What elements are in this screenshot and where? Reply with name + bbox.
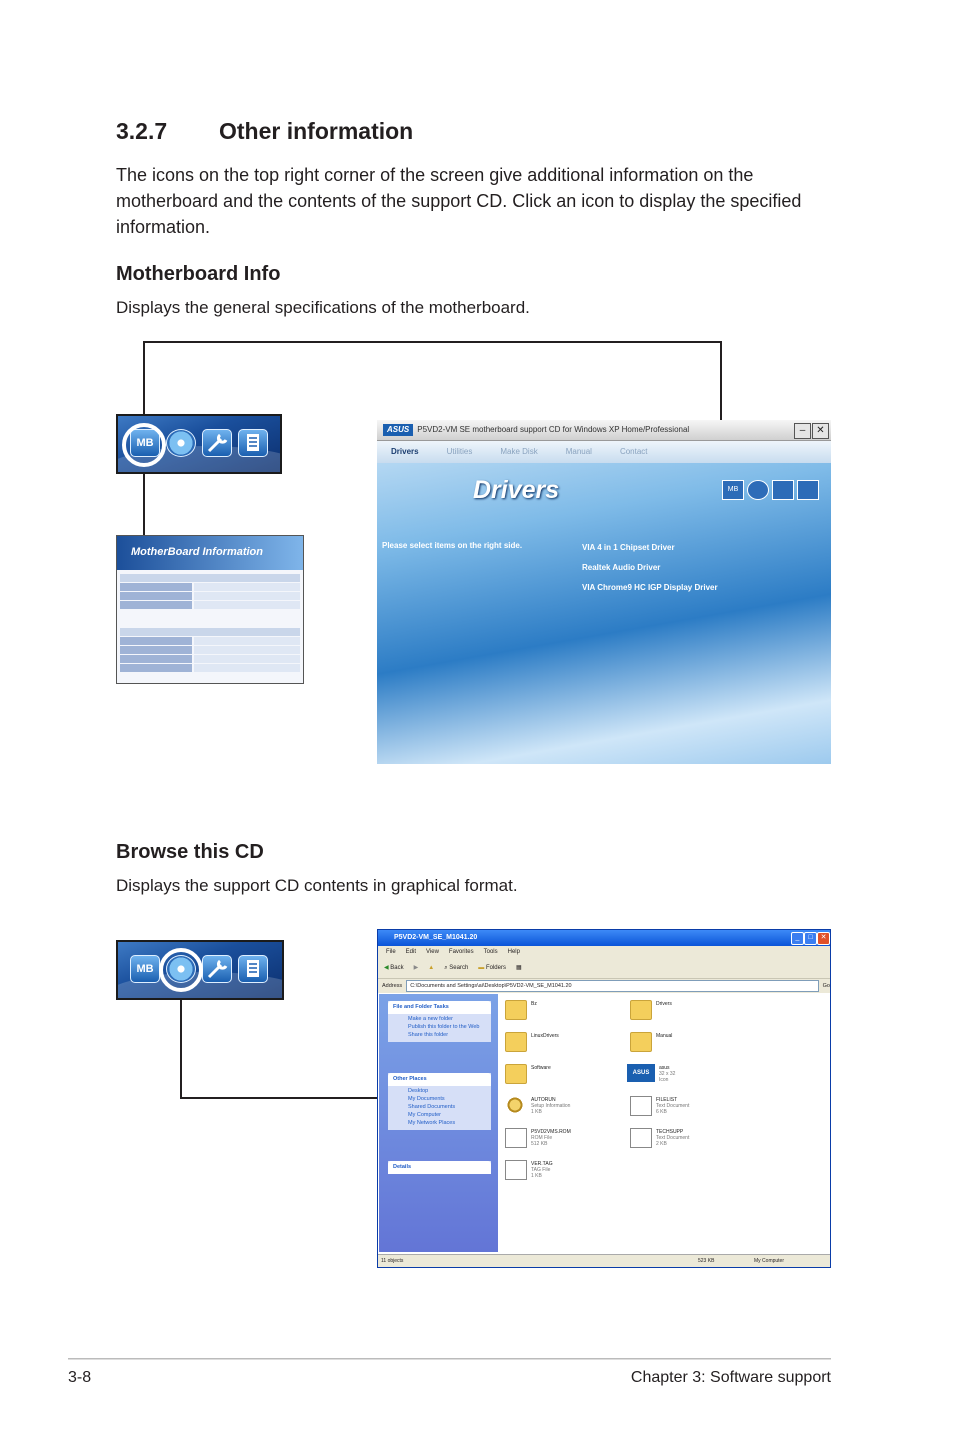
minimize-button[interactable]: _ xyxy=(791,932,804,945)
window-titlebar xyxy=(377,420,831,441)
callout-line xyxy=(180,1000,182,1099)
explorer-window xyxy=(377,929,831,1268)
place-item[interactable]: Desktop xyxy=(408,1088,429,1094)
file-item[interactable]: ASUS asus 32 x 32 Icon xyxy=(627,1062,767,1090)
address-label: Address xyxy=(382,983,403,989)
place-item[interactable]: Shared Documents xyxy=(408,1104,456,1110)
search-button[interactable]: ⌕ Search xyxy=(444,965,469,971)
tab-manual[interactable]: Manual xyxy=(565,447,592,456)
views-icon[interactable]: ▦ xyxy=(515,965,522,971)
place-item[interactable]: My Computer xyxy=(408,1112,442,1118)
menu-view[interactable]: View xyxy=(426,949,439,955)
status-count: 11 objects xyxy=(381,1258,404,1264)
up-folder-icon[interactable]: ▲ xyxy=(428,965,435,971)
minimize-button[interactable]: – xyxy=(794,423,811,439)
file-item[interactable]: Manual xyxy=(630,1030,770,1058)
file-item[interactable]: TECHSUPP Text Document 2 KB xyxy=(630,1126,770,1154)
callout-line xyxy=(143,341,145,417)
panel-row xyxy=(120,655,300,663)
callout-line xyxy=(143,474,145,536)
motherboard-info-icon[interactable]: MB xyxy=(130,955,160,983)
drivers-heading: Drivers xyxy=(473,476,560,504)
footer-rule xyxy=(68,1358,831,1359)
drivers-window xyxy=(377,420,831,764)
menu-edit[interactable]: Edit xyxy=(405,949,417,955)
details-header[interactable]: Details xyxy=(388,1161,491,1174)
tasks-header[interactable]: File and Folder Tasks xyxy=(388,1001,491,1014)
folder-icon xyxy=(505,1064,527,1084)
back-icon: ◀ xyxy=(384,965,389,971)
motherboard-info-panel xyxy=(116,535,304,684)
tool-icon[interactable] xyxy=(202,429,232,457)
status-location: My Computer xyxy=(754,1258,785,1264)
browse-cd-heading: Browse this CD xyxy=(116,841,264,863)
task-item[interactable]: Publish this folder to the Web xyxy=(408,1024,480,1030)
tab-contact[interactable]: Contact xyxy=(619,447,648,456)
browse-cd-icon[interactable] xyxy=(166,429,196,457)
file-list-icon[interactable] xyxy=(797,480,819,500)
page-number: 3-8 xyxy=(68,1369,92,1386)
go-button[interactable]: Go xyxy=(822,983,830,989)
chapter-label: Chapter 3: Software support xyxy=(630,1369,831,1386)
motherboard-info-desc: Displays the general specifications of the motherboard. xyxy=(116,298,530,317)
text-document-icon xyxy=(630,1128,652,1148)
file-item[interactable]: FILELIST Text Document 6 KB xyxy=(630,1094,770,1122)
task-item[interactable]: Share this folder xyxy=(408,1032,449,1038)
panel-row xyxy=(120,583,300,591)
details-pane xyxy=(388,1161,491,1174)
search-icon: ⌕ xyxy=(444,965,448,971)
panel-section xyxy=(120,628,300,636)
folder-icon xyxy=(630,1032,652,1052)
file-item[interactable]: AUTORUN Setup Information 1 KB xyxy=(505,1094,645,1122)
folder-icon xyxy=(505,1000,527,1020)
explorer-titlebar: P5VD2-VM_SE_M1041.20 xyxy=(378,930,830,946)
tab-make-disk[interactable]: Make Disk xyxy=(500,447,538,456)
callout-line xyxy=(143,341,722,343)
browse-cd-desc: Displays the support CD contents in graphical format. xyxy=(116,876,518,895)
tab-utilities[interactable]: Utilities xyxy=(446,447,473,456)
file-list-icon[interactable] xyxy=(238,429,268,457)
section-number: 3.2.7 xyxy=(116,118,168,144)
address-bar xyxy=(378,979,830,993)
maximize-button[interactable]: □ xyxy=(804,932,817,945)
place-item[interactable]: My Documents xyxy=(408,1096,445,1102)
file-item[interactable]: Software xyxy=(505,1062,645,1090)
driver-item[interactable]: VIA Chrome9 HC IGP Display Driver xyxy=(582,583,718,592)
file-list xyxy=(503,996,828,1252)
panel-row xyxy=(120,637,300,645)
folders-button[interactable]: ▬ Folders xyxy=(478,965,506,971)
text-document-icon xyxy=(630,1096,652,1116)
motherboard-info-icon[interactable]: MB xyxy=(722,480,744,500)
intro-paragraph: The icons on the top right corner of the screen give additional information on the motherboard and the contents of the support CD. Click an icon to display the specified information. xyxy=(116,165,802,237)
browse-cd-icon[interactable] xyxy=(747,480,769,500)
highlight-ring xyxy=(159,948,203,992)
menu-file[interactable]: File xyxy=(386,949,396,955)
file-list-icon[interactable] xyxy=(238,955,268,983)
panel-row xyxy=(120,601,300,609)
section-heading xyxy=(116,118,413,145)
folder-icon xyxy=(630,1000,652,1020)
menu-tools[interactable]: Tools xyxy=(483,949,498,955)
panel-row xyxy=(120,592,300,600)
address-field[interactable]: C:\Documents and Settings\ai\Desktop\P5VD2-VM_SE_M1041.20 xyxy=(406,980,818,992)
file-folder-tasks xyxy=(388,1001,491,1042)
file-item[interactable]: VER.TAG TAG File 1 KB xyxy=(505,1158,645,1186)
back-button[interactable]: ◀ Back xyxy=(384,965,404,971)
instruction-text: Please select items on the right side. xyxy=(382,541,523,550)
mini-icon-bar xyxy=(722,480,819,500)
menu-help[interactable]: Help xyxy=(507,949,520,955)
other-places xyxy=(388,1073,491,1130)
icon-bar-mb xyxy=(116,414,282,474)
driver-item[interactable]: VIA 4 in 1 Chipset Driver xyxy=(582,543,675,552)
tool-icon[interactable] xyxy=(202,955,232,983)
folder-icon: ▬ xyxy=(478,965,485,971)
place-item[interactable]: My Network Places xyxy=(408,1120,456,1126)
rom-file-icon xyxy=(505,1128,527,1148)
forward-icon[interactable]: ▶ xyxy=(413,965,419,971)
icon-bar-cd xyxy=(116,940,284,1000)
toolbar xyxy=(378,958,830,979)
file-item[interactable]: P5VD2VMS.ROM ROM File 512 KB xyxy=(505,1126,645,1154)
tab-drivers[interactable]: Drivers xyxy=(391,447,419,456)
menu-bar xyxy=(378,946,830,958)
motherboard-info-icon[interactable]: MB xyxy=(130,429,160,457)
motherboard-info-heading: Motherboard Info xyxy=(116,263,281,285)
setup-icon xyxy=(505,1096,525,1114)
highlight-ring xyxy=(122,423,166,467)
callout-line xyxy=(720,341,722,425)
status-size: 523 KB xyxy=(698,1258,715,1264)
folder-icon xyxy=(505,1032,527,1052)
tab-bar xyxy=(377,441,831,463)
file-item[interactable]: Bz xyxy=(505,998,645,1026)
panel-row xyxy=(120,664,300,672)
task-pane xyxy=(379,994,498,1252)
file-item[interactable]: Drivers xyxy=(630,998,770,1026)
asus-logo-icon: ASUS xyxy=(627,1064,655,1082)
status-bar xyxy=(378,1254,830,1267)
menu-favorites[interactable]: Favorites xyxy=(448,949,474,955)
driver-list xyxy=(582,538,718,598)
task-item[interactable]: Make a new folder xyxy=(408,1016,453,1022)
driver-item[interactable]: Realtek Audio Driver xyxy=(582,563,661,572)
asus-logo: ASUS xyxy=(383,424,413,436)
close-button[interactable]: ✕ xyxy=(817,932,830,945)
tag-file-icon xyxy=(505,1160,527,1180)
close-button[interactable]: ✕ xyxy=(812,423,829,439)
file-item[interactable]: LinuxDrivers xyxy=(505,1030,645,1058)
section-title: Other information xyxy=(219,118,414,144)
panel-row xyxy=(120,646,300,654)
panel-section xyxy=(120,574,300,582)
window-title: P5VD2-VM SE motherboard support CD for Windows XP Home/Professional xyxy=(417,425,690,434)
places-header[interactable]: Other Places xyxy=(388,1073,491,1086)
panel-title: MotherBoard Information xyxy=(117,536,303,570)
tool-icon[interactable] xyxy=(772,480,794,500)
